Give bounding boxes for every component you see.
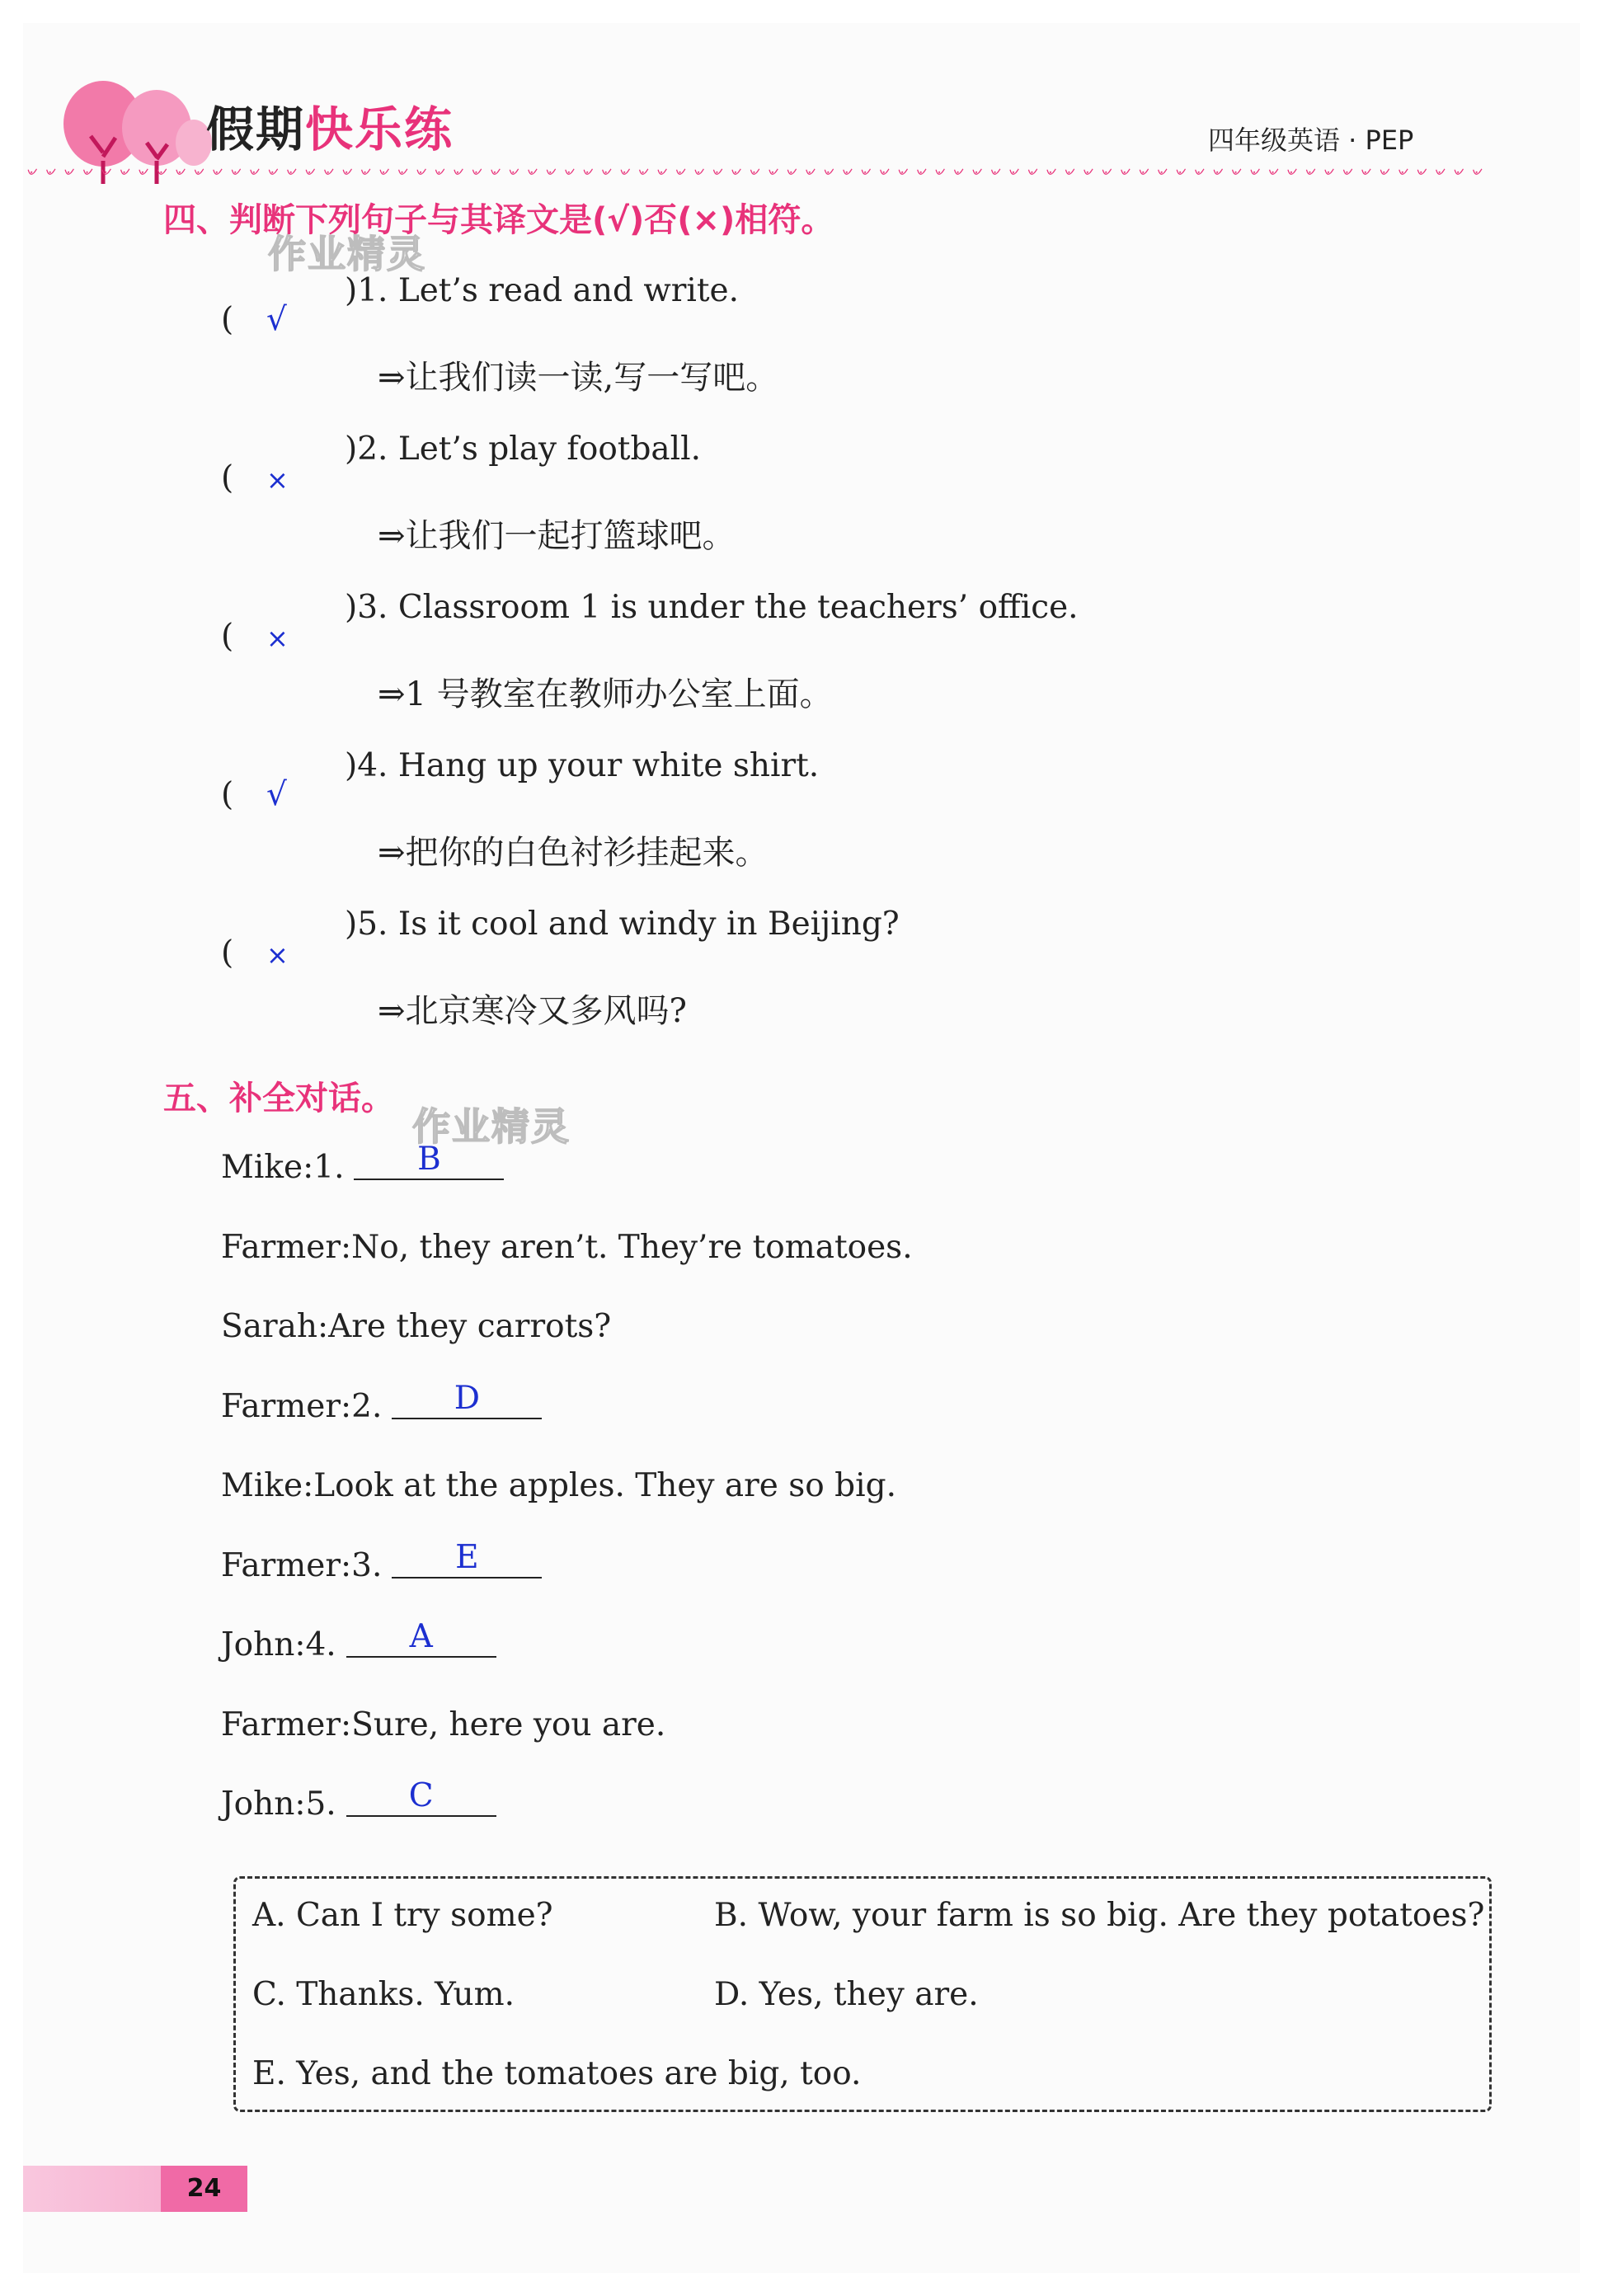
dialogue-line — [221, 1379, 542, 1425]
dialogue-line — [221, 1467, 896, 1504]
options-box — [233, 1876, 1492, 2112]
open-paren: ( — [221, 301, 234, 338]
dialogue-text: John:4. — [221, 1626, 336, 1663]
check-mark-icon: √ — [266, 301, 287, 338]
question-item — [221, 272, 739, 338]
answer-letter: A — [409, 1618, 433, 1655]
dialogue-line — [221, 1308, 611, 1345]
option-b: B. Wow, your farm is so big. Are they potatoes? — [714, 1897, 1485, 1934]
answer-blank[interactable] — [392, 1538, 542, 1578]
section4-title: 四、判断下列句子与其译文是(√)否(×)相符。 — [163, 201, 834, 239]
book-logo-title — [206, 91, 454, 160]
answer-blank[interactable] — [392, 1379, 542, 1419]
dialogue-line — [221, 1538, 542, 1584]
answer-blank[interactable] — [354, 1141, 504, 1180]
question-item — [221, 747, 820, 813]
question-translation: ⇒让我们读一读,写一写吧。 — [378, 359, 779, 397]
question-item — [221, 589, 1079, 655]
question-sentence: )4. Hang up your white shirt. — [345, 747, 820, 784]
answer-blank[interactable] — [346, 1777, 496, 1817]
dialogue-line — [221, 1229, 913, 1266]
dialogue-text: Farmer:Sure, here you are. — [221, 1706, 666, 1743]
open-paren: ( — [221, 459, 234, 496]
open-paren: ( — [221, 618, 234, 655]
answer-blank[interactable] — [346, 1618, 496, 1658]
page-number: 24 — [161, 2166, 247, 2212]
dialogue-text: Farmer:2. — [221, 1387, 383, 1425]
dialogue-text: Farmer:3. — [221, 1546, 383, 1584]
answer-letter: B — [417, 1141, 441, 1178]
question-item — [221, 906, 900, 972]
check-mark-icon: √ — [266, 776, 287, 813]
dialogue-text: Mike:1. — [221, 1149, 345, 1186]
option-c: C. Thanks. Yum. — [252, 1976, 515, 2013]
option-a: A. Can I try some? — [252, 1897, 553, 1934]
question-sentence: )3. Classroom 1 is under the teachers’ office. — [345, 589, 1079, 626]
open-paren: ( — [221, 934, 234, 972]
question-translation: ⇒把你的白色衬衫挂起来。 — [378, 834, 769, 872]
dialogue-text: Sarah:Are they carrots? — [221, 1308, 612, 1345]
open-paren: ( — [221, 776, 234, 813]
question-translation: ⇒1 号教室在教师办公室上面。 — [378, 675, 833, 713]
option-d: D. Yes, they are. — [714, 1976, 979, 2013]
dialogue-text: Mike:Look at the apples. They are so big. — [221, 1467, 896, 1504]
answer-letter: C — [408, 1777, 434, 1814]
dialogue-text: Farmer:No, they aren’t. They’re tomatoes. — [221, 1228, 913, 1266]
dialogue-line — [221, 1777, 496, 1823]
question-translation: ⇒让我们一起打篮球吧。 — [378, 517, 736, 555]
question-sentence: )2. Let’s play football. — [345, 430, 702, 468]
dialogue-line — [221, 1141, 504, 1186]
dialogue-line — [221, 1618, 496, 1663]
cross-mark-icon: × — [266, 623, 289, 654]
question-translation: ⇒北京寒冷又多风吗? — [378, 992, 687, 1030]
subject-label: 四年级英语 · PEP — [1208, 125, 1414, 156]
answer-letter: D — [454, 1379, 481, 1417]
cross-mark-icon: × — [266, 939, 289, 971]
option-e: E. Yes, and the tomatoes are big, too. — [252, 2055, 862, 2092]
header — [0, 0, 1603, 190]
dialogue-line — [221, 1706, 665, 1743]
logo-part2: 快乐练 — [305, 101, 454, 158]
cross-mark-icon: × — [266, 464, 289, 496]
logo-part1: 假期 — [206, 101, 306, 158]
decorative-border: ৺ ৺ ৺ ৺ ৺ ৺ ৺ ৺ ৺ ৺ ৺ ৺ ৺ ৺ ৺ ৺ ৺ ৺ ৺ ৺ ৺ ৺ ৺ ৺ ৺ ৺ ৺ ৺ ৺ ৺ ৺ ৺ ৺ ৺ ৺ ৺ ৺ ৺ ৺ ৺ ৺ ৺ ৺ ৺ ৺ ৺ ৺ ৺ ৺ ৺ ৺ ৺ ৺ ৺ ৺ ৺ ৺ ৺ ৺ ৺ ৺ ৺ ৺ ৺ ৺ ৺ ৺ ৺ ৺ ৺ ৺ ৺ ৺ ৺ ৺ ৺ ৺ ৺ ৺ — [25, 165, 1482, 181]
question-sentence: )1. Let’s read and write. — [345, 272, 739, 309]
answer-letter: E — [455, 1538, 479, 1576]
watermark: 作业精灵 — [268, 232, 426, 276]
question-sentence: )5. Is it cool and windy in Beijing? — [345, 906, 900, 943]
watermark: 作业精灵 — [412, 1104, 571, 1149]
section5-title: 五、补全对话。 — [163, 1080, 394, 1117]
dialogue-text: John:5. — [221, 1786, 336, 1823]
question-item — [221, 430, 702, 496]
